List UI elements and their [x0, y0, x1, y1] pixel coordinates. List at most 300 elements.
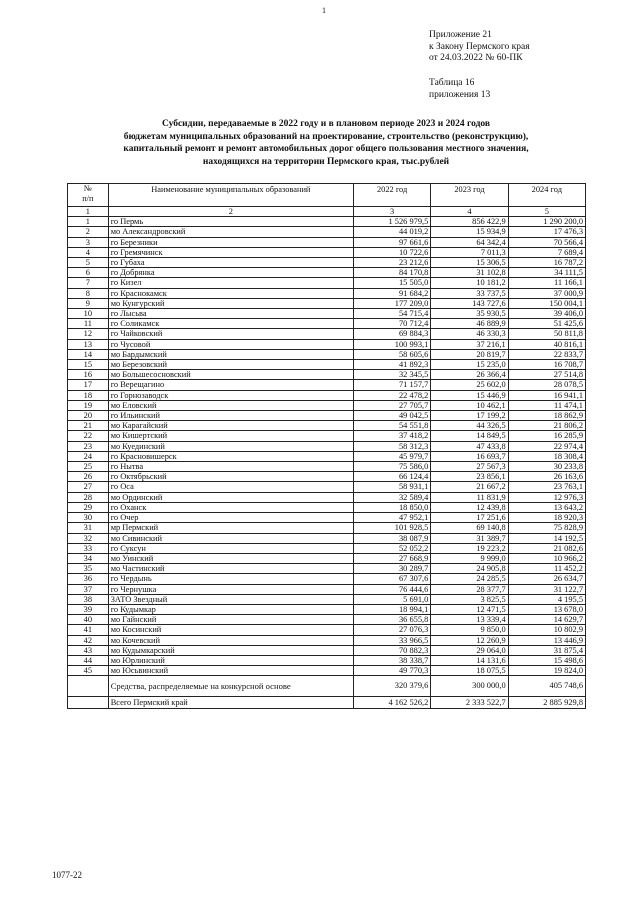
subsidies-table — [67, 183, 586, 709]
table-row — [68, 553, 586, 563]
value-2023: 64 342,4 — [431, 237, 508, 247]
table-row — [68, 615, 586, 625]
value-2024: 17 476,3 — [508, 227, 585, 237]
value-2022: 70 882,3 — [353, 645, 430, 655]
value-2023: 44 326,5 — [431, 421, 508, 431]
row-number: 25 — [68, 462, 109, 472]
document-code: 1077-22 — [52, 870, 82, 880]
row-name: мо Александровский — [108, 227, 353, 237]
row-name: мо Карагайский — [108, 421, 353, 431]
row-name: го Гремячинск — [108, 247, 353, 257]
value-2023: 2 333 522,7 — [431, 697, 508, 709]
table-row — [68, 604, 586, 614]
value-2022: 45 979,7 — [353, 451, 430, 461]
row-number: 22 — [68, 431, 109, 441]
value-2022: 70 712,4 — [353, 319, 430, 329]
value-2022: 91 684,2 — [353, 288, 430, 298]
value-2024: 31 875,4 — [508, 645, 585, 655]
table-row — [68, 533, 586, 543]
row-name: мо Частинский — [108, 564, 353, 574]
value-2022: 23 212,6 — [353, 258, 430, 268]
row-number: 30 — [68, 513, 109, 523]
row-name: мр Пермский — [108, 523, 353, 533]
row-name: го Березники — [108, 237, 353, 247]
table-row — [68, 268, 586, 278]
header-name: Наименование муниципальных образований — [108, 184, 353, 207]
value-2023: 15 306,5 — [431, 258, 508, 268]
value-2024: 75 828,9 — [508, 523, 585, 533]
table-row — [68, 360, 586, 370]
row-name: го Пермь — [108, 217, 353, 227]
value-2022: 30 289,7 — [353, 564, 430, 574]
table-note-line: Таблица 16 — [429, 78, 475, 88]
value-2022: 38 087,9 — [353, 533, 430, 543]
row-name: мо Уинский — [108, 553, 353, 563]
table-row — [68, 349, 586, 359]
row-name: Всего Пермский край — [108, 697, 353, 709]
row-number: 29 — [68, 502, 109, 512]
value-2023: 17 199,2 — [431, 411, 508, 421]
table-row — [68, 217, 586, 227]
table-row — [68, 288, 586, 298]
value-2024: 14 629,7 — [508, 615, 585, 625]
table-note-line: приложения 13 — [429, 89, 491, 100]
value-2024: 30 233,8 — [508, 462, 585, 472]
value-2023: 16 693,7 — [431, 451, 508, 461]
value-2022: 4 162 526,2 — [353, 697, 430, 709]
row-number: 12 — [68, 329, 109, 339]
value-2024: 27 514,8 — [508, 370, 585, 380]
value-2022: 69 884,3 — [353, 329, 430, 339]
value-2022: 37 418,2 — [353, 431, 430, 441]
row-name: го Нытва — [108, 462, 353, 472]
value-2023: 24 285,5 — [431, 574, 508, 584]
row-number: 11 — [68, 319, 109, 329]
table-row — [68, 278, 586, 288]
value-2023: 12 260,9 — [431, 635, 508, 645]
row-name: мо Кудымкарский — [108, 645, 353, 655]
column-number: 4 — [431, 207, 508, 217]
row-number: 5 — [68, 258, 109, 268]
value-2022: 36 655,8 — [353, 615, 430, 625]
value-2024: 23 763,1 — [508, 482, 585, 492]
value-2022: 15 505,0 — [353, 278, 430, 288]
row-name: мо Юрлинский — [108, 655, 353, 665]
row-name: го Очер — [108, 513, 353, 523]
table-row — [68, 431, 586, 441]
value-2023: 33 737,5 — [431, 288, 508, 298]
column-number-row — [68, 207, 586, 217]
table-row — [68, 543, 586, 553]
column-number: 1 — [68, 207, 109, 217]
row-name: го Суксун — [108, 543, 353, 553]
value-2022: 54 551,8 — [353, 421, 430, 431]
value-2024: 18 920,3 — [508, 513, 585, 523]
value-2024: 13 643,2 — [508, 502, 585, 512]
value-2022: 27 076,3 — [353, 625, 430, 635]
row-number: 37 — [68, 584, 109, 594]
table-row — [68, 655, 586, 665]
row-name: мо Большесосновский — [108, 370, 353, 380]
value-2022: 58 605,6 — [353, 349, 430, 359]
table-row — [68, 370, 586, 380]
value-2022: 54 715,4 — [353, 309, 430, 319]
value-2022: 10 722,6 — [353, 247, 430, 257]
column-number: 2 — [108, 207, 353, 217]
title-line: капитальный ремонт и ремонт автомобильных дорог общего пользования местного значения, — [123, 144, 529, 154]
value-2023: 23 856,1 — [431, 472, 508, 482]
value-2024: 11 452,2 — [508, 564, 585, 574]
value-2023: 3 825,5 — [431, 594, 508, 604]
value-2024: 11 166,1 — [508, 278, 585, 288]
value-2024: 4 195,5 — [508, 594, 585, 604]
value-2024: 18 862,9 — [508, 411, 585, 421]
table-row — [68, 625, 586, 635]
value-2023: 26 366,4 — [431, 370, 508, 380]
row-name: го Красновишерск — [108, 451, 353, 461]
row-number: 6 — [68, 268, 109, 278]
value-2024: 10 966,2 — [508, 553, 585, 563]
row-name: го Чайковский — [108, 329, 353, 339]
row-number: 18 — [68, 390, 109, 400]
row-number: 35 — [68, 564, 109, 574]
table-row — [68, 380, 586, 390]
value-2023: 29 064,0 — [431, 645, 508, 655]
row-number: 4 — [68, 247, 109, 257]
row-name: го Оханск — [108, 502, 353, 512]
row-number: 38 — [68, 594, 109, 604]
value-2024: 16 787,2 — [508, 258, 585, 268]
value-2023: 37 216,1 — [431, 339, 508, 349]
row-number: 16 — [68, 370, 109, 380]
table-row — [68, 339, 586, 349]
value-2023: 12 439,8 — [431, 502, 508, 512]
table-row — [68, 482, 586, 492]
value-2022: 38 338,7 — [353, 655, 430, 665]
table-row — [68, 329, 586, 339]
value-2022: 52 052,2 — [353, 543, 430, 553]
row-number: 21 — [68, 421, 109, 431]
value-2024: 150 004,1 — [508, 298, 585, 308]
row-number: 45 — [68, 666, 109, 676]
row-name: го Чердынь — [108, 574, 353, 584]
row-number: 9 — [68, 298, 109, 308]
value-2023: 18 075,5 — [431, 666, 508, 676]
row-number: 8 — [68, 288, 109, 298]
row-name: го Соликамск — [108, 319, 353, 329]
row-number: 39 — [68, 604, 109, 614]
row-name: мо Ординский — [108, 492, 353, 502]
value-2022: 66 124,4 — [353, 472, 430, 482]
value-2024: 16 708,7 — [508, 360, 585, 370]
table-row — [68, 635, 586, 645]
table-row — [68, 462, 586, 472]
row-number: 13 — [68, 339, 109, 349]
value-2022: 44 019,2 — [353, 227, 430, 237]
value-2023: 24 905,8 — [431, 564, 508, 574]
header-row — [68, 184, 586, 207]
table-row — [68, 502, 586, 512]
table-row — [68, 247, 586, 257]
row-name: мо Кунгурский — [108, 298, 353, 308]
row-name: мо Еловский — [108, 400, 353, 410]
appendix-line: Приложение 21 — [429, 30, 492, 40]
competitive-funds-row — [68, 676, 586, 697]
value-2023: 10 181,2 — [431, 278, 508, 288]
value-2022: 97 661,6 — [353, 237, 430, 247]
value-2024: 18 308,4 — [508, 451, 585, 461]
value-2024: 11 474,1 — [508, 400, 585, 410]
value-2022: 101 928,5 — [353, 523, 430, 533]
header-2022: 2022 год — [353, 184, 430, 207]
row-name: го Добрянка — [108, 268, 353, 278]
row-number: 44 — [68, 655, 109, 665]
appendix-reference — [429, 30, 530, 65]
value-2022: 58 312,3 — [353, 441, 430, 451]
row-number: 24 — [68, 451, 109, 461]
table-row — [68, 564, 586, 574]
table-row — [68, 237, 586, 247]
value-2024: 51 425,6 — [508, 319, 585, 329]
table-reference — [429, 78, 490, 101]
value-2024: 22 974,4 — [508, 441, 585, 451]
row-number: 23 — [68, 441, 109, 451]
value-2024: 21 806,2 — [508, 421, 585, 431]
value-2022: 18 994,1 — [353, 604, 430, 614]
value-2023: 14 131,6 — [431, 655, 508, 665]
table-row — [68, 400, 586, 410]
value-2024: 22 833,7 — [508, 349, 585, 359]
row-name: го Кизел — [108, 278, 353, 288]
row-number: 3 — [68, 237, 109, 247]
value-2024: 70 566,4 — [508, 237, 585, 247]
value-2024: 14 192,5 — [508, 533, 585, 543]
value-2023: 11 831,9 — [431, 492, 508, 502]
row-name: мо Куединский — [108, 441, 353, 451]
row-number: 7 — [68, 278, 109, 288]
value-2023: 27 567,3 — [431, 462, 508, 472]
row-name: Средства, распределяемые на конкурсной основе — [108, 676, 353, 697]
value-2023: 20 819,7 — [431, 349, 508, 359]
row-number: 32 — [68, 533, 109, 543]
value-2024: 10 802,9 — [508, 625, 585, 635]
row-name: го Губаха — [108, 258, 353, 268]
table-row — [68, 645, 586, 655]
value-2022: 49 042,5 — [353, 411, 430, 421]
row-name: мо Кишертский — [108, 431, 353, 441]
value-2022: 41 892,3 — [353, 360, 430, 370]
value-2022: 71 157,7 — [353, 380, 430, 390]
value-2024: 31 122,7 — [508, 584, 585, 594]
value-2024: 21 082,6 — [508, 543, 585, 553]
row-number: 14 — [68, 349, 109, 359]
row-name: го Чернушка — [108, 584, 353, 594]
value-2023: 10 462,1 — [431, 400, 508, 410]
value-2024: 34 111,5 — [508, 268, 585, 278]
row-name: го Чусовой — [108, 339, 353, 349]
title-line: бюджетам муниципальных образований на проектирование, строительство (реконструкцию), — [123, 131, 529, 142]
column-number: 5 — [508, 207, 585, 217]
value-2023: 35 930,5 — [431, 309, 508, 319]
row-number: 15 — [68, 360, 109, 370]
value-2024: 2 885 929,8 — [508, 697, 585, 709]
row-name: ЗАТО Звездный — [108, 594, 353, 604]
value-2022: 27 705,7 — [353, 400, 430, 410]
value-2022: 5 691,0 — [353, 594, 430, 604]
row-number: 33 — [68, 543, 109, 553]
value-2022: 27 668,9 — [353, 553, 430, 563]
appendix-line: от 24.03.2022 № 60-ПК — [429, 53, 523, 63]
value-2023: 300 000,0 — [431, 676, 508, 697]
table-row — [68, 513, 586, 523]
value-2024: 7 689,4 — [508, 247, 585, 257]
row-number — [68, 697, 109, 709]
value-2022: 100 993,1 — [353, 339, 430, 349]
table-row — [68, 227, 586, 237]
title-line: находящихся на территории Пермского края, тыс.рублей — [202, 156, 450, 167]
table-row — [68, 523, 586, 533]
value-2022: 320 379,6 — [353, 676, 430, 697]
value-2023: 21 667,2 — [431, 482, 508, 492]
value-2023: 856 422,9 — [431, 217, 508, 227]
value-2023: 9 850,0 — [431, 625, 508, 635]
value-2023: 15 934,9 — [431, 227, 508, 237]
value-2024: 37 000,9 — [508, 288, 585, 298]
appendix-line: к Закону Пермского края — [429, 41, 530, 52]
value-2023: 28 377,7 — [431, 584, 508, 594]
value-2024: 15 498,6 — [508, 655, 585, 665]
row-number: 42 — [68, 635, 109, 645]
document-title — [96, 118, 556, 168]
value-2022: 32 589,4 — [353, 492, 430, 502]
table-row — [68, 319, 586, 329]
value-2023: 31 389,7 — [431, 533, 508, 543]
table-row — [68, 390, 586, 400]
value-2024: 50 811,8 — [508, 329, 585, 339]
total-row — [68, 697, 586, 709]
row-name: мо Бардымский — [108, 349, 353, 359]
row-name: го Октябрьский — [108, 472, 353, 482]
table-row — [68, 298, 586, 308]
value-2024: 26 634,7 — [508, 574, 585, 584]
row-number: 26 — [68, 472, 109, 482]
value-2024: 26 163,6 — [508, 472, 585, 482]
row-number: 19 — [68, 400, 109, 410]
row-name: го Ильинский — [108, 411, 353, 421]
row-name: мо Гайнский — [108, 615, 353, 625]
value-2024: 12 976,3 — [508, 492, 585, 502]
table-row — [68, 594, 586, 604]
value-2022: 58 931,1 — [353, 482, 430, 492]
row-number: 1 — [68, 217, 109, 227]
row-name: мо Юсьвинский — [108, 666, 353, 676]
value-2023: 19 223,2 — [431, 543, 508, 553]
row-name: го Горнозаводск — [108, 390, 353, 400]
value-2022: 76 444,6 — [353, 584, 430, 594]
table-row — [68, 584, 586, 594]
value-2023: 31 102,8 — [431, 268, 508, 278]
value-2023: 13 339,4 — [431, 615, 508, 625]
value-2023: 7 011,3 — [431, 247, 508, 257]
row-number: 28 — [68, 492, 109, 502]
title-line: Субсидии, передаваемые в 2022 году и в плановом периоде 2023 и 2024 годов — [161, 119, 491, 129]
value-2024: 1 290 200,0 — [508, 217, 585, 227]
value-2022: 49 770,3 — [353, 666, 430, 676]
table-row — [68, 451, 586, 461]
value-2023: 9 999,0 — [431, 553, 508, 563]
row-name: го Оса — [108, 482, 353, 492]
row-number: 17 — [68, 380, 109, 390]
table-row — [68, 309, 586, 319]
table-row — [68, 441, 586, 451]
value-2023: 12 471,5 — [431, 604, 508, 614]
value-2023: 25 602,0 — [431, 380, 508, 390]
column-number: 3 — [353, 207, 430, 217]
value-2023: 47 433,8 — [431, 441, 508, 451]
row-name: мо Сивинский — [108, 533, 353, 543]
value-2023: 46 889,9 — [431, 319, 508, 329]
value-2022: 84 170,8 — [353, 268, 430, 278]
value-2022: 177 209,0 — [353, 298, 430, 308]
row-number: 2 — [68, 227, 109, 237]
value-2024: 16 941,1 — [508, 390, 585, 400]
value-2024: 16 285,9 — [508, 431, 585, 441]
value-2024: 19 824,0 — [508, 666, 585, 676]
table-row — [68, 666, 586, 676]
table-row — [68, 258, 586, 268]
row-number: 36 — [68, 574, 109, 584]
row-name: мо Березовский — [108, 360, 353, 370]
value-2024: 13 678,0 — [508, 604, 585, 614]
table-row — [68, 421, 586, 431]
value-2022: 67 307,6 — [353, 574, 430, 584]
value-2022: 33 966,5 — [353, 635, 430, 645]
value-2022: 47 952,1 — [353, 513, 430, 523]
value-2023: 46 330,3 — [431, 329, 508, 339]
value-2023: 143 727,6 — [431, 298, 508, 308]
row-name: мо Кочевский — [108, 635, 353, 645]
row-number: 10 — [68, 309, 109, 319]
value-2022: 22 478,2 — [353, 390, 430, 400]
table-row — [68, 574, 586, 584]
row-number: 20 — [68, 411, 109, 421]
value-2024: 405 748,6 — [508, 676, 585, 697]
header-num: № п/п — [68, 184, 109, 207]
row-name: мо Косинский — [108, 625, 353, 635]
row-name: го Краснокамск — [108, 288, 353, 298]
table-row — [68, 411, 586, 421]
row-name: го Кудымкар — [108, 604, 353, 614]
value-2022: 32 345,5 — [353, 370, 430, 380]
page-mark: 1 — [322, 6, 326, 15]
value-2024: 13 446,9 — [508, 635, 585, 645]
row-number: 31 — [68, 523, 109, 533]
row-number: 34 — [68, 553, 109, 563]
header-2023: 2023 год — [431, 184, 508, 207]
value-2023: 17 251,6 — [431, 513, 508, 523]
row-name: го Лысьва — [108, 309, 353, 319]
row-name: го Верещагино — [108, 380, 353, 390]
value-2024: 39 406,0 — [508, 309, 585, 319]
header-2024: 2024 год — [508, 184, 585, 207]
value-2022: 75 586,0 — [353, 462, 430, 472]
table-row — [68, 472, 586, 482]
row-number: 43 — [68, 645, 109, 655]
row-number — [68, 676, 109, 697]
value-2023: 69 140,8 — [431, 523, 508, 533]
row-number: 40 — [68, 615, 109, 625]
value-2024: 28 078,5 — [508, 380, 585, 390]
